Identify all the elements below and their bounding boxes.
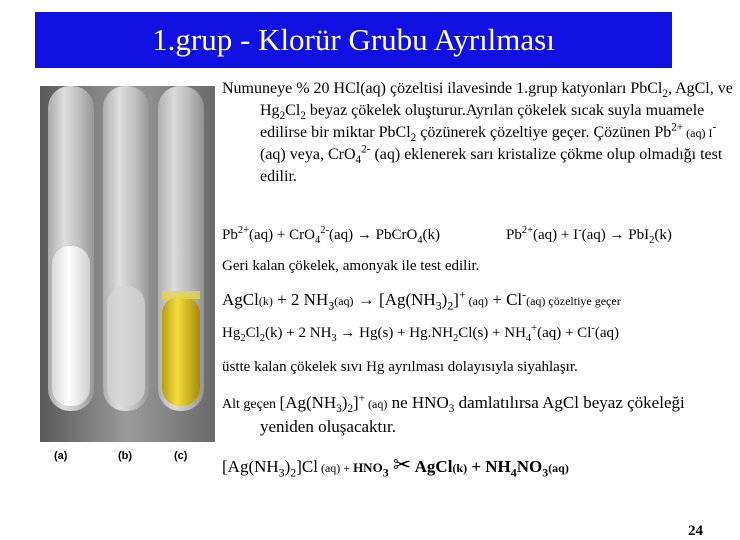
equation-reprecipitation: $[Ag(NH_3)_2]Cl$ $(aq) + HNO_3$ ✂ AgCl(k) + $NH_4NO_3(aq)$	[222, 453, 569, 480]
test-tubes-illustration	[40, 86, 215, 442]
label-b: (b)	[118, 450, 133, 462]
label-c: (c)	[174, 450, 188, 462]
equation-pbi2: $Pb^{2+}(aq) + I^-(aq) \to PbI_2(k)$	[506, 225, 672, 246]
blackening-line: üstte kalan çökelek sıvı Hg ayrılması dolayısıyla siyahlaşır.	[222, 359, 578, 375]
reaction-arrow-icon: ✂	[392, 453, 412, 478]
slide-title: 1.grup - Klorür Grubu Ayrılması	[35, 12, 672, 68]
equation-agcl-ammonia: AgCl(k) + 2 $NH_3(aq) \to [Ag(NH_3)_2]^+$ (aq) + Cl-(aq) çözeltiye geçer	[222, 287, 621, 313]
intro-paragraph: Numuneye % 20 HCl(aq) çözeltisi ilavesinde 1.grup katyonları PbCl$_2$, AgCl, ve $Hg_2Cl_2$ beyaz çökelek oluşturur.Ayrılan çökelek sıcak suyla muamele edilirse bir miktar PbCl$_2$ çözünerek çözeltiye geçer. Çözünen $Pb^{2+}$ (aq) I- (aq) veya, CrO$_4^{2-}$ (aq) eklenerek sarı kristalize çökme olup olmadığı test edilir.	[222, 80, 733, 185]
equation-pbcro4: $Pb^{2+}(aq) + CrO_4^{2-}(aq)$ → PbCrO$_4$(k)	[222, 225, 441, 246]
test-tubes-photo	[40, 86, 215, 442]
equation-hg2cl2: $Hg_2Cl_2(k) + 2$ $NH_3 \to Hg(s) + Hg.NH_2Cl(s) + NH_4^+(aq) + Cl^-(aq)$	[222, 323, 620, 344]
page-number: 24	[688, 523, 703, 539]
nitric-acid-paragraph: Alt geçen $[Ag(NH_3)_2]^+$ (aq) ne $HNO_3$ damlatılırsa AgCl beyaz çökeleği yeniden oluşacaktır.	[222, 392, 685, 436]
photo-labels	[40, 450, 215, 468]
label-a: (a)	[54, 450, 68, 462]
ammonia-test-line: Geri kalan çökelek, amonyak ile test edilir.	[222, 258, 480, 274]
